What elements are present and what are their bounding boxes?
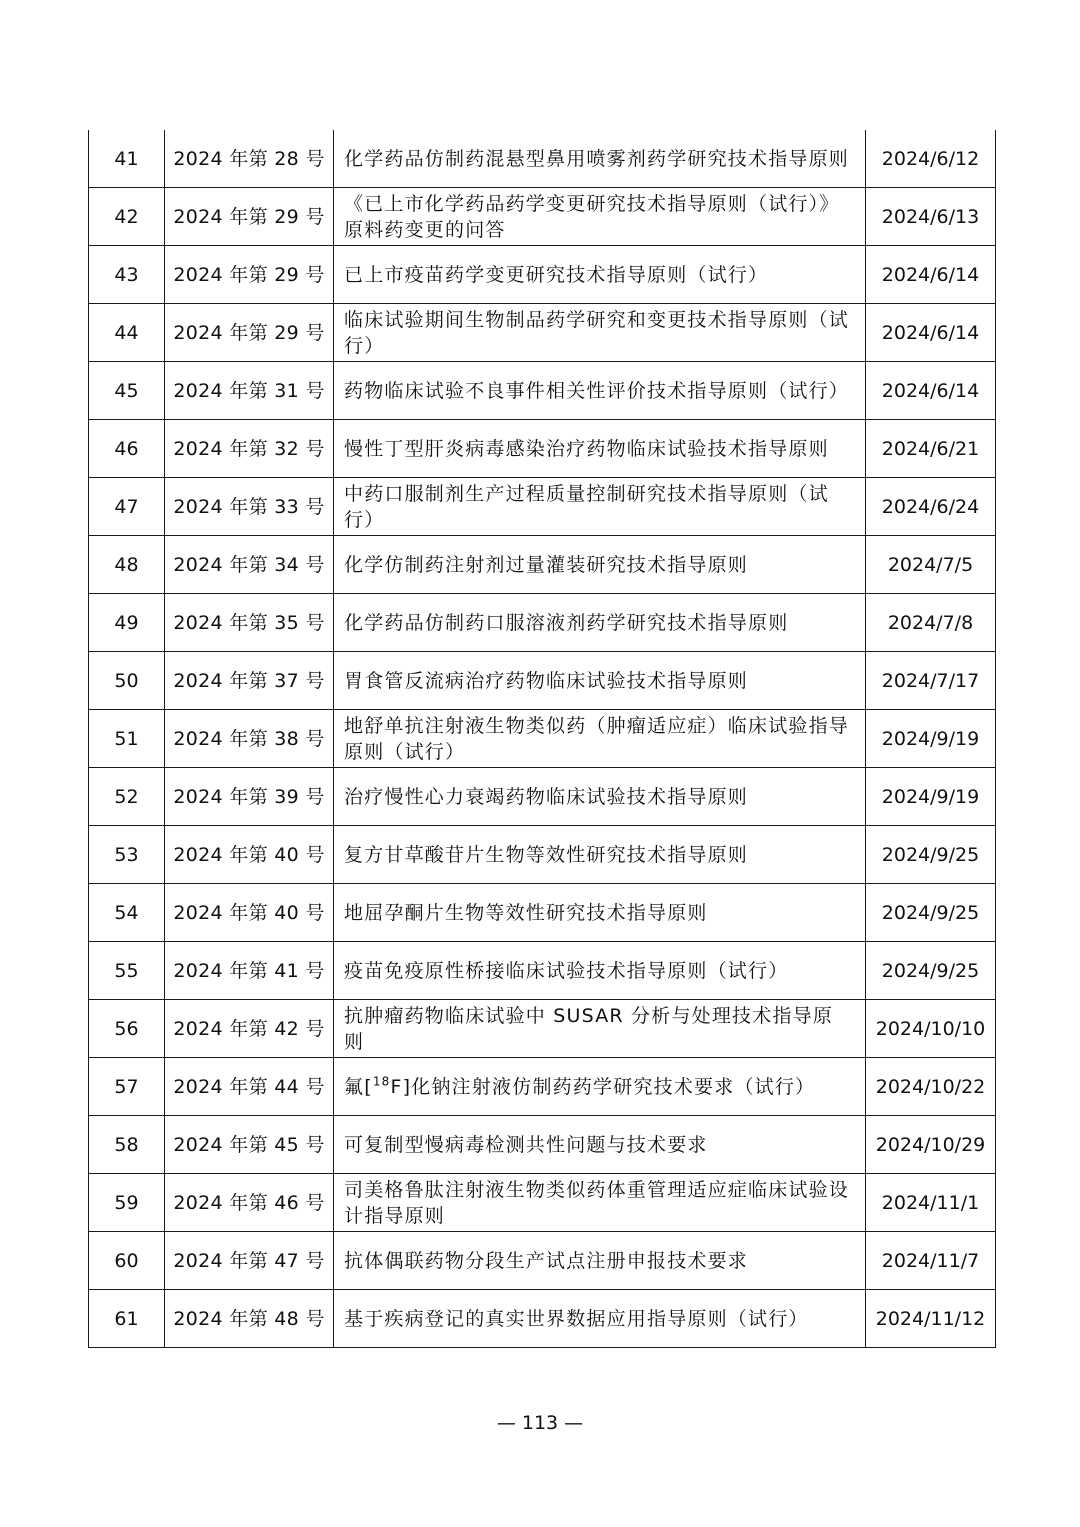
row-index-cell: 61: [89, 1290, 165, 1348]
table-row: [89, 304, 996, 362]
document-number-text: 2024 年第 40 号: [173, 843, 325, 866]
table-row: [89, 652, 996, 710]
document-number-text: 2024 年第 29 号: [173, 321, 325, 344]
issue-date-cell: 2024/6/24: [866, 478, 996, 536]
document-number-cell: [165, 1116, 334, 1174]
issue-date-cell: 2024/10/22: [866, 1058, 996, 1116]
document-number-text: 2024 年第 31 号: [173, 379, 325, 402]
table-row: [89, 130, 996, 188]
table-row: [89, 1116, 996, 1174]
table-body: [89, 130, 996, 1348]
row-index-cell: 44: [89, 304, 165, 362]
row-index-cell: 59: [89, 1174, 165, 1232]
guideline-title-cell: [334, 768, 866, 826]
guideline-title-text: 《已上市化学药品药学变更研究技术指导原则（试行）》原料药变更的问答: [344, 192, 840, 241]
guideline-title-text: 临床试验期间生物制品药学研究和变更技术指导原则（试行）: [344, 308, 850, 357]
document-number-cell: [165, 768, 334, 826]
guideline-title-text: 治疗慢性心力衰竭药物临床试验技术指导原则: [344, 785, 749, 808]
document-number-cell: [165, 246, 334, 304]
guideline-table: [88, 130, 996, 1348]
guideline-title-cell: [334, 1174, 866, 1232]
document-number-text: 2024 年第 32 号: [173, 437, 325, 460]
issue-date-cell: 2024/10/29: [866, 1116, 996, 1174]
document-number-text: 2024 年第 28 号: [173, 147, 325, 170]
isotope-superscript: 18: [372, 1074, 391, 1089]
row-index-cell: 47: [89, 478, 165, 536]
guideline-title-text: 司美格鲁肽注射液生物类似药体重管理适应症临床试验设计指导原则: [344, 1178, 850, 1227]
guideline-title-cell: [334, 478, 866, 536]
row-index-cell: 57: [89, 1058, 165, 1116]
guideline-title-text: 地舒单抗注射液生物类似药（肿瘤适应症）临床试验指导原则（试行）: [344, 714, 850, 763]
row-index-cell: 55: [89, 942, 165, 1000]
guideline-title-cell: [334, 130, 866, 188]
guideline-title-cell: [334, 246, 866, 304]
document-number-cell: [165, 652, 334, 710]
table-row: [89, 826, 996, 884]
row-index-cell: 51: [89, 710, 165, 768]
guideline-title-cell: [334, 420, 866, 478]
table-row: [89, 1174, 996, 1232]
guideline-title-cell: [334, 652, 866, 710]
document-number-text: 2024 年第 33 号: [173, 495, 325, 518]
document-number-text: 2024 年第 39 号: [173, 785, 325, 808]
document-number-text: 2024 年第 35 号: [173, 611, 325, 634]
row-index-cell: 54: [89, 884, 165, 942]
document-number-cell: [165, 1290, 334, 1348]
document-number-cell: [165, 130, 334, 188]
issue-date-cell: 2024/9/25: [866, 884, 996, 942]
guideline-title-text: 化学药品仿制药混悬型鼻用喷雾剂药学研究技术指导原则: [344, 147, 850, 170]
table-row: [89, 362, 996, 420]
guideline-title-text: 复方甘草酸苷片生物等效性研究技术指导原则: [344, 843, 749, 866]
guideline-title-text: [334, 1074, 865, 1100]
row-index-cell: 56: [89, 1000, 165, 1058]
guideline-title-text: 已上市疫苗药学变更研究技术指导原则（试行）: [344, 263, 769, 286]
guideline-title-cell: [334, 1000, 866, 1058]
guideline-title-cell: [334, 304, 866, 362]
issue-date-cell: 2024/6/12: [866, 130, 996, 188]
table-row: [89, 1290, 996, 1348]
row-index-cell: 60: [89, 1232, 165, 1290]
row-index-cell: 42: [89, 188, 165, 246]
guideline-title-cell: [334, 884, 866, 942]
document-number-text: 2024 年第 46 号: [173, 1191, 325, 1214]
document-number-text: 2024 年第 41 号: [173, 959, 325, 982]
table-row: [89, 710, 996, 768]
document-number-text: 2024 年第 48 号: [173, 1307, 325, 1330]
issue-date-cell: 2024/11/12: [866, 1290, 996, 1348]
document-number-cell: [165, 478, 334, 536]
table-row: [89, 1058, 996, 1116]
row-index-cell: 49: [89, 594, 165, 652]
guideline-title-cell: [334, 1116, 866, 1174]
guideline-title-cell: [334, 594, 866, 652]
document-number-cell: [165, 1232, 334, 1290]
table-row: [89, 420, 996, 478]
document-number-text: 2024 年第 42 号: [173, 1017, 325, 1040]
guideline-title-cell: [334, 1232, 866, 1290]
document-number-cell: [165, 710, 334, 768]
guideline-title-text: 基于疾病登记的真实世界数据应用指导原则（试行）: [344, 1307, 809, 1330]
row-index-cell: 43: [89, 246, 165, 304]
document-number-cell: [165, 420, 334, 478]
issue-date-cell: 2024/6/13: [866, 188, 996, 246]
document-number-text: 2024 年第 40 号: [173, 901, 325, 924]
issue-date-cell: 2024/9/25: [866, 826, 996, 884]
issue-date-cell: 2024/6/14: [866, 246, 996, 304]
issue-date-cell: 2024/6/14: [866, 362, 996, 420]
row-index-cell: 46: [89, 420, 165, 478]
guideline-title-text: 化学药品仿制药口服溶液剂药学研究技术指导原则: [344, 611, 789, 634]
issue-date-cell: 2024/9/19: [866, 768, 996, 826]
document-number-text: 2024 年第 44 号: [173, 1075, 325, 1098]
row-index-cell: 58: [89, 1116, 165, 1174]
document-number-text: 2024 年第 45 号: [173, 1133, 325, 1156]
issue-date-cell: 2024/9/19: [866, 710, 996, 768]
guideline-title-text: 胃食管反流病治疗药物临床试验技术指导原则: [344, 669, 749, 692]
guideline-title-cell: [334, 536, 866, 594]
row-index-cell: 48: [89, 536, 165, 594]
guideline-title-text: 疫苗免疫原性桥接临床试验技术指导原则（试行）: [344, 959, 789, 982]
issue-date-cell: 2024/6/21: [866, 420, 996, 478]
row-index-cell: 41: [89, 130, 165, 188]
row-index-cell: 50: [89, 652, 165, 710]
table-row: [89, 188, 996, 246]
table-row: [89, 768, 996, 826]
document-number-text: 2024 年第 38 号: [173, 727, 325, 750]
document-number-cell: [165, 304, 334, 362]
document-number-text: 2024 年第 37 号: [173, 669, 325, 692]
guideline-title-text: 药物临床试验不良事件相关性评价技术指导原则（试行）: [344, 379, 850, 402]
title-suffix: F]化钠注射液仿制药药学研究技术要求（试行）: [390, 1075, 816, 1098]
issue-date-cell: 2024/11/1: [866, 1174, 996, 1232]
document-number-cell: [165, 1058, 334, 1116]
guideline-title-cell: [334, 188, 866, 246]
document-number-text: 2024 年第 34 号: [173, 553, 325, 576]
guideline-title-text: 慢性丁型肝炎病毒感染治疗药物临床试验技术指导原则: [344, 437, 829, 460]
guideline-title-cell: [334, 1058, 866, 1116]
table-row: [89, 246, 996, 304]
table-row: [89, 594, 996, 652]
row-index-cell: 45: [89, 362, 165, 420]
document-number-cell: [165, 536, 334, 594]
document-number-cell: [165, 826, 334, 884]
document-number-text: 2024 年第 29 号: [173, 205, 325, 228]
guideline-title-text: 抗体偶联药物分段生产试点注册申报技术要求: [344, 1249, 749, 1272]
page-number: — 113 —: [496, 1412, 584, 1434]
document-number-cell: [165, 188, 334, 246]
document-number-cell: [165, 942, 334, 1000]
table-row: [89, 1000, 996, 1058]
document-number-text: 2024 年第 47 号: [173, 1249, 325, 1272]
table-row: [89, 942, 996, 1000]
issue-date-cell: 2024/9/25: [866, 942, 996, 1000]
guideline-title-cell: [334, 710, 866, 768]
guideline-title-cell: [334, 942, 866, 1000]
guideline-title-text: 抗肿瘤药物临床试验中 SUSAR 分析与处理技术指导原则: [344, 1004, 834, 1053]
row-index-cell: 52: [89, 768, 165, 826]
table-row: [89, 884, 996, 942]
issue-date-cell: 2024/7/8: [866, 594, 996, 652]
table-row: [89, 478, 996, 536]
guideline-title-cell: [334, 362, 866, 420]
guideline-title-text: 中药口服制剂生产过程质量控制研究技术指导原则（试行）: [344, 482, 829, 531]
issue-date-cell: 2024/7/17: [866, 652, 996, 710]
issue-date-cell: 2024/11/7: [866, 1232, 996, 1290]
guideline-title-cell: [334, 1290, 866, 1348]
issue-date-cell: 2024/7/5: [866, 536, 996, 594]
document-number-cell: [165, 1174, 334, 1232]
document-number-cell: [165, 362, 334, 420]
table-row: [89, 1232, 996, 1290]
row-index-cell: 53: [89, 826, 165, 884]
table-row: [89, 536, 996, 594]
issue-date-cell: 2024/10/10: [866, 1000, 996, 1058]
guideline-title-text: 化学仿制药注射剂过量灌装研究技术指导原则: [344, 553, 749, 576]
document-number-cell: [165, 884, 334, 942]
title-prefix: 氟[: [344, 1075, 373, 1098]
document-number-text: 2024 年第 29 号: [173, 263, 325, 286]
issue-date-cell: 2024/6/14: [866, 304, 996, 362]
guideline-title-text: 可复制型慢病毒检测共性问题与技术要求: [344, 1133, 708, 1156]
document-number-cell: [165, 1000, 334, 1058]
guideline-title-text: 地屈孕酮片生物等效性研究技术指导原则: [344, 901, 708, 924]
guideline-title-cell: [334, 826, 866, 884]
document-number-cell: [165, 594, 334, 652]
